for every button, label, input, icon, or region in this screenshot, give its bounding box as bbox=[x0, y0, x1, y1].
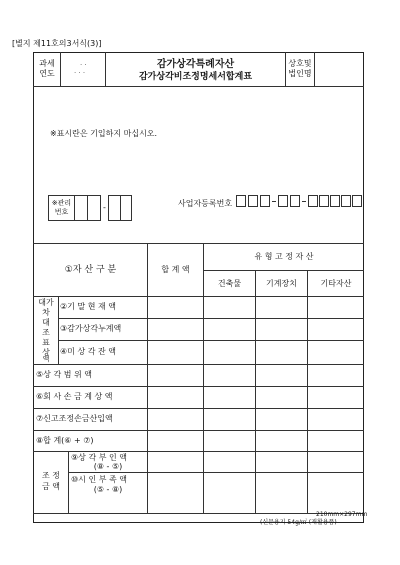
col-group: 유 형 고 정 자 산 bbox=[254, 252, 314, 261]
vline-machine-other bbox=[307, 270, 308, 513]
header-vline-1 bbox=[60, 52, 61, 86]
header-vline-3 bbox=[285, 52, 286, 86]
row-label-9-formula: (⑧ - ⑤) bbox=[93, 462, 123, 471]
row-line-8 bbox=[33, 451, 364, 452]
mgmt-label-2: 번호 bbox=[54, 208, 69, 216]
row-label-5: ⑤상 각 범 위 액 bbox=[36, 370, 92, 379]
corp-label-2: 법인명 bbox=[288, 69, 312, 78]
mgmt-vline-1 bbox=[74, 195, 75, 221]
paper-spec: (신문용지 54g/㎡ (재활용품) bbox=[260, 519, 337, 526]
col-total: 합 계 액 bbox=[161, 265, 190, 274]
side-group-vline bbox=[58, 296, 59, 364]
form-subtitle: 감가상각비조정명세서합계표 bbox=[138, 72, 253, 82]
row-line-9 bbox=[68, 472, 364, 473]
table-bottom-border bbox=[33, 513, 364, 514]
row-line-2 bbox=[58, 318, 364, 319]
row-label-10-formula: (⑤ - ⑧) bbox=[93, 485, 123, 494]
year-field[interactable]: · · · · · bbox=[74, 61, 87, 77]
row-line-5 bbox=[33, 386, 364, 387]
vline-building-machine bbox=[255, 270, 256, 513]
row-label-10: ⑩시 인 부 족 액 bbox=[71, 475, 127, 484]
row-label-9: ⑨상 각 부 인 액 bbox=[71, 453, 127, 462]
row-line-3 bbox=[58, 340, 364, 341]
year-label-2: 연도 bbox=[39, 69, 55, 78]
year-label: 과세 bbox=[39, 59, 55, 68]
bizno-label: 사업자등록번호 bbox=[178, 199, 233, 208]
mgmt-label: ※관리 bbox=[51, 199, 72, 207]
col-machine: 기계장치 bbox=[266, 279, 297, 288]
table-top-border bbox=[33, 243, 364, 244]
col-building: 건축물 bbox=[217, 279, 242, 288]
header-bottom-border bbox=[33, 296, 364, 297]
row-line-6 bbox=[33, 408, 364, 409]
adj-label: 조 정 bbox=[42, 471, 60, 480]
mgmt-separator: - bbox=[103, 203, 106, 212]
form-reference: [별지 제11호의3서식(3)] bbox=[12, 39, 102, 48]
corp-label: 상호및 bbox=[288, 59, 312, 68]
form-title: 감가상각특례자산 bbox=[156, 59, 235, 70]
col-other: 기타자산 bbox=[320, 279, 352, 288]
row-line-4 bbox=[33, 364, 364, 365]
group-header-divider bbox=[203, 270, 364, 271]
row-line-7 bbox=[33, 430, 364, 431]
header-divider bbox=[33, 86, 364, 87]
row-label-8: ⑧합 계(⑥ + ⑦) bbox=[36, 436, 94, 445]
adj-label-2: 금 액 bbox=[42, 482, 60, 491]
row-label-7: ⑦신고조정손금산입액 bbox=[36, 414, 113, 423]
mgmt-vline-3 bbox=[120, 195, 121, 221]
paper-size: 210mm×297mm bbox=[316, 511, 368, 518]
adj-group-vline bbox=[68, 451, 69, 513]
corp-name-field[interactable] bbox=[315, 53, 363, 85]
row-label-4: ④미 상 각 잔 액 bbox=[60, 347, 116, 356]
col-item: ①자 산 구 분 bbox=[64, 265, 117, 275]
mgmt-vline-2 bbox=[87, 195, 88, 221]
row-label-2: ②기 말 현 재 액 bbox=[60, 302, 116, 311]
row-label-3: ③감가상각누계액 bbox=[60, 324, 122, 333]
row-label-6: ⑥회 사 손 금 계 상 액 bbox=[36, 392, 113, 401]
notice-text: ※표시란은 기입하지 마십시오. bbox=[50, 129, 158, 138]
